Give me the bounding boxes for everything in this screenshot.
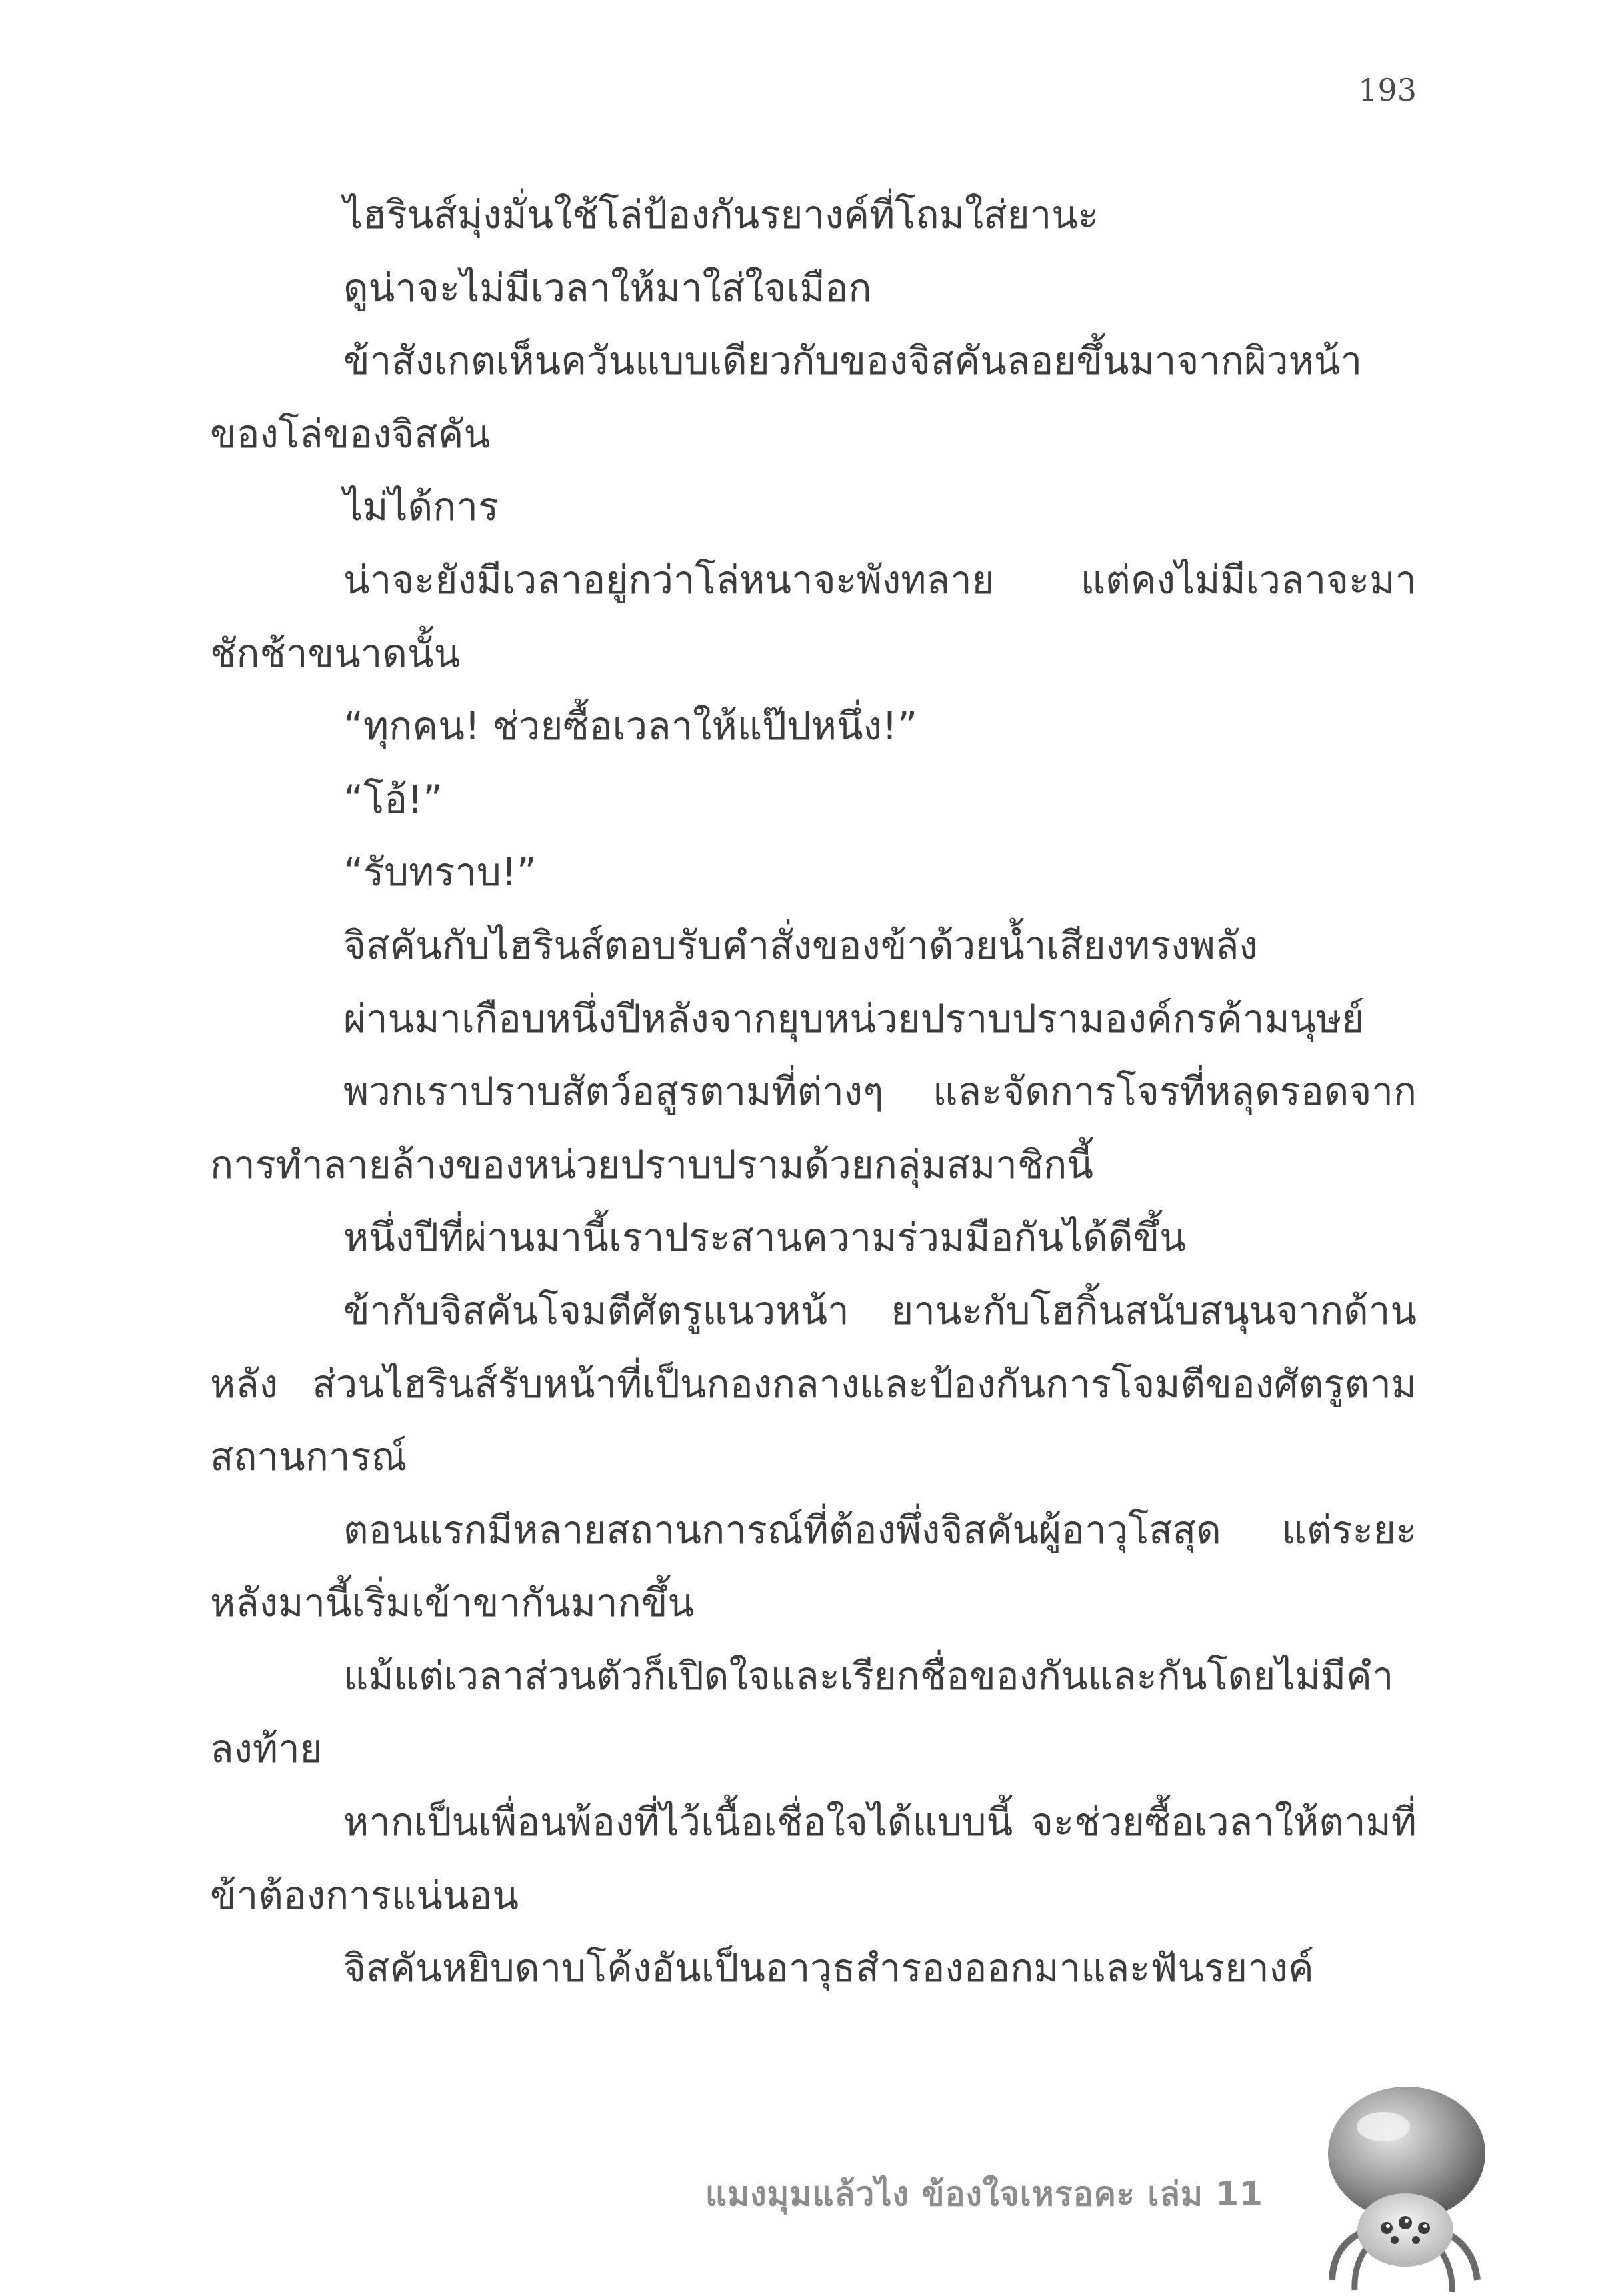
paragraph: “โอ้!” <box>343 776 443 822</box>
paragraph: ไม่ได้การ <box>343 484 499 530</box>
paragraph: หนึ่งปีที่ผ่านมานี้เราประสานความร่วมมือกันได้ดีขึ้น <box>343 1215 1186 1261</box>
paragraph: แม้แต่เวลาส่วนตัวก็เปิดใจและเรียกชื่อของกันและกันโดยไม่มีคำลงท้าย <box>210 1653 1394 1772</box>
paragraph: “รับทราบ!” <box>343 849 537 895</box>
paragraph: จิสคันหยิบดาบโค้งอันเป็นอาวุธสำรองออกมาและฟันรยางค์ <box>343 1945 1314 1991</box>
spider-mascot-icon <box>1320 2080 1493 2293</box>
paragraph: หากเป็นเพื่อนพ้องที่ไว้เนื้อเชื่อใจได้แบบนี้ จะช่วยซื้อเวลาให้ตามที่ข้าต้องการแน่นอน <box>210 1799 1417 1918</box>
paragraph: “ทุกคน! ช่วยซื้อเวลาให้แป๊ปหนึ่ง!” <box>343 703 918 749</box>
paragraph: ข้ากับจิสคันโจมตีศัตรูแนวหน้า ยานะกับโฮกิ้นสนับสนุนจากด้านหลัง ส่วนไฮรินส์รับหน้าที่เป็นกองกลางและป้องกันการโจมตีของศัตรูตามสถานการณ์ <box>210 1287 1417 1480</box>
paragraph: ไฮรินส์มุ่งมั่นใช้โล่ป้องกันรยางค์ที่โถมใส่ยานะ <box>343 192 1099 237</box>
body-text <box>210 179 1417 2005</box>
page-number: 193 <box>1358 72 1417 108</box>
paragraph: พวกเราปราบสัตว์อสูรตามที่ต่างๆ และจัดการโจรที่หลุดรอดจากการทำลายล้างของหน่วยปราบปรามด้วยกลุ่มสมาชิกนี้ <box>210 1069 1417 1187</box>
paragraph: ผ่านมาเกือบหนึ่งปีหลังจากยุบหน่วยปราบปรามองค์กรค้ามนุษย์ <box>343 995 1365 1041</box>
paragraph: ตอนแรกมีหลายสถานการณ์ที่ต้องพึ่งจิสคันผู้อาวุโสสุด แต่ระยะหลังมานี้เริ่มเข้าขากันมากขึ้น <box>210 1507 1417 1626</box>
paragraph: น่าจะยังมีเวลาอยู่กว่าโล่หนาจะพังทลาย แต่คงไม่มีเวลาจะมาชักช้าขนาดนั้น <box>210 557 1417 676</box>
footer-book-title: แมงมุมแล้วไง ข้องใจเหรอคะ เล่ม 11 <box>705 2175 1263 2213</box>
paragraph: จิสคันกับไฮรินส์ตอบรับคำสั่งของข้าด้วยน้ำเสียงทรงพลัง <box>343 922 1258 968</box>
paragraph: ดูน่าจะไม่มีเวลาให้มาใส่ใจเมือก <box>343 265 872 311</box>
paragraph: ข้าสังเกตเห็นควันแบบเดียวกับของจิสคันลอยขึ้นมาจากผิวหน้าของโล่ของจิสคัน <box>210 338 1363 457</box>
